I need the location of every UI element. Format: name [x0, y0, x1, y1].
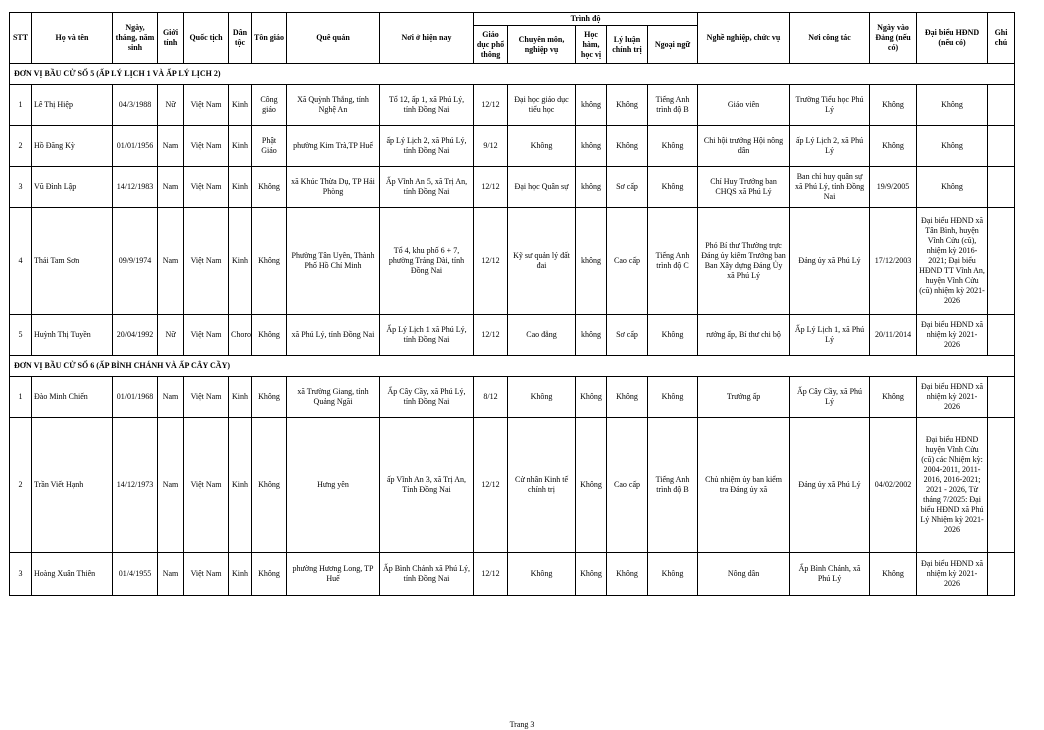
cell-pol: Không — [607, 85, 648, 126]
cell-edu: 12/12 — [474, 418, 508, 553]
cell-eth: Choro — [229, 315, 252, 356]
cell-res: Ấp Bình Chánh xã Phú Lý, tỉnh Đồng Nai — [380, 553, 474, 596]
cell-spec: Đại học Quân sự — [508, 167, 576, 208]
cell-spec: Cao đẳng — [508, 315, 576, 356]
cell-stt: 5 — [10, 315, 32, 356]
header-hometown: Quê quán — [287, 13, 380, 64]
table-row — [10, 85, 1015, 126]
cell-name: Vũ Đình Lập — [32, 167, 113, 208]
cell-stt: 1 — [10, 85, 32, 126]
cell-deg: không — [576, 85, 607, 126]
cell-rel: Không — [252, 208, 287, 315]
table-row — [10, 126, 1015, 167]
cell-stt: 4 — [10, 208, 32, 315]
cell-lang: Tiếng Anh trình độ B — [648, 85, 698, 126]
cell-spec: Không — [508, 377, 576, 418]
cell-eth: Kinh — [229, 553, 252, 596]
cell-rel: Không — [252, 553, 287, 596]
cell-gender: Nam — [158, 126, 184, 167]
cell-work: Đảng ủy xã Phú Lý — [790, 418, 870, 553]
cell-job: Phó Bí thư Thường trực Đảng ủy kiêm Trưởng ban Ban Xây dựng Đảng Ủy xã Phú Lý — [698, 208, 790, 315]
cell-rel: Không — [252, 167, 287, 208]
cell-gender: Nam — [158, 553, 184, 596]
cell-eth: Kinh — [229, 167, 252, 208]
cell-pol: Không — [607, 553, 648, 596]
cell-rel: Phật Giáo — [252, 126, 287, 167]
cell-gender: Nam — [158, 418, 184, 553]
cell-rel: Công giáo — [252, 85, 287, 126]
cell-job: Chi hội trưởng Hội nông dân — [698, 126, 790, 167]
cell-del: Không — [917, 85, 988, 126]
header-political: Lý luận chính trị — [607, 26, 648, 64]
cell-res: Ấp Cây Cầy, xã Phú Lý, tỉnh Đồng Nai — [380, 377, 474, 418]
cell-deg: không — [576, 126, 607, 167]
cell-nat: Việt Nam — [184, 208, 229, 315]
cell-gender: Nam — [158, 208, 184, 315]
cell-dob: 09/9/1974 — [113, 208, 158, 315]
cell-home: Phường Tân Uyên, Thành Phố Hồ Chí Minh — [287, 208, 380, 315]
cell-res: ấp Lý Lịch 2, xã Phú Lý, tỉnh Đồng Nai — [380, 126, 474, 167]
cell-party: 17/12/2003 — [870, 208, 917, 315]
cell-rel: Không — [252, 418, 287, 553]
cell-stt: 2 — [10, 418, 32, 553]
header-language: Ngoại ngữ — [648, 26, 698, 64]
section-title: ĐƠN VỊ BẦU CỬ SỐ 6 (ẤP BÌNH CHÁNH VÀ ẤP CÂY CẦY) — [10, 356, 1015, 377]
cell-deg: không — [576, 167, 607, 208]
cell-dob: 01/4/1955 — [113, 553, 158, 596]
cell-lang: Không — [648, 167, 698, 208]
cell-edu: 12/12 — [474, 85, 508, 126]
cell-work: Ấp Cây Cầy, xã Phú Lý — [790, 377, 870, 418]
cell-name: Trần Viết Hạnh — [32, 418, 113, 553]
cell-del: Không — [917, 126, 988, 167]
cell-note — [988, 377, 1015, 418]
cell-deg: Không — [576, 418, 607, 553]
cell-nat: Việt Nam — [184, 553, 229, 596]
cell-dob: 14/12/1973 — [113, 418, 158, 553]
cell-home: phường Hương Long, TP Huế — [287, 553, 380, 596]
cell-stt: 3 — [10, 553, 32, 596]
cell-party: 19/9/2005 — [870, 167, 917, 208]
cell-deg: không — [576, 315, 607, 356]
header-general-edu: Giáo dục phổ thông — [474, 26, 508, 64]
table-row — [10, 553, 1015, 596]
cell-lang: Không — [648, 553, 698, 596]
cell-note — [988, 167, 1015, 208]
cell-work: Đảng ủy xã Phú Lý — [790, 208, 870, 315]
cell-nat: Việt Nam — [184, 85, 229, 126]
cell-note — [988, 553, 1015, 596]
cell-res: ấp Vĩnh An 3, xã Trị An, Tỉnh Đồng Nai — [380, 418, 474, 553]
cell-pol: Không — [607, 126, 648, 167]
cell-name: Hoàng Xuân Thiên — [32, 553, 113, 596]
cell-gender: Nữ — [158, 315, 184, 356]
cell-dob: 01/01/1956 — [113, 126, 158, 167]
cell-pol: Sơ cấp — [607, 167, 648, 208]
cell-pol: Cao cấp — [607, 418, 648, 553]
cell-lang: Không — [648, 315, 698, 356]
cell-home: Xã Quỳnh Thắng, tỉnh Nghệ An — [287, 85, 380, 126]
cell-del: Đại biểu HĐND xã Tân Bình, huyện Vĩnh Cửu (cũ), nhiệm kỳ 2016-2021; Đại biểu HĐND TT Vĩnh An, huyện Vĩnh Cửu (cũ) nhiệm kỳ 2021-2026 — [917, 208, 988, 315]
cell-pol: Cao cấp — [607, 208, 648, 315]
cell-job: Nông dân — [698, 553, 790, 596]
cell-del: Không — [917, 167, 988, 208]
cell-party: Không — [870, 85, 917, 126]
cell-eth: Kinh — [229, 208, 252, 315]
cell-gender: Nam — [158, 377, 184, 418]
cell-dob: 04/3/1988 — [113, 85, 158, 126]
table-row — [10, 315, 1015, 356]
cell-spec: Đại học giáo dục tiểu học — [508, 85, 576, 126]
cell-res: Tổ 4, khu phố 6 + 7, phường Trảng Dài, tỉnh Đồng Nai — [380, 208, 474, 315]
cell-name: Lê Thị Hiệp — [32, 85, 113, 126]
cell-pol: Không — [607, 377, 648, 418]
cell-job: rưởng ấp, Bí thư chi bộ — [698, 315, 790, 356]
cell-pol: Sơ cấp — [607, 315, 648, 356]
section-title: ĐƠN VỊ BẦU CỬ SỐ 5 (ẤP LÝ LỊCH 1 VÀ ẤP LÝ LỊCH 2) — [10, 64, 1015, 85]
cell-nat: Việt Nam — [184, 126, 229, 167]
cell-home: xã Trường Giang, tỉnh Quảng Ngãi — [287, 377, 380, 418]
header-note: Ghi chú — [988, 13, 1015, 64]
cell-spec: Cử nhân Kinh tế chính trị — [508, 418, 576, 553]
cell-eth: Kinh — [229, 418, 252, 553]
cell-note — [988, 85, 1015, 126]
cell-rel: Không — [252, 315, 287, 356]
cell-del: Đại biểu HĐND xã nhiệm kỳ 2021-2026 — [917, 315, 988, 356]
cell-dob: 01/01/1968 — [113, 377, 158, 418]
cell-work: Ban chỉ huy quân sự xã Phú Lý, tỉnh Đồng Nai — [790, 167, 870, 208]
cell-lang: Tiếng Anh trình độ B — [648, 418, 698, 553]
header-religion: Tôn giáo — [252, 13, 287, 64]
cell-nat: Việt Nam — [184, 315, 229, 356]
header-job: Nghề nghiệp, chức vụ — [698, 13, 790, 64]
cell-edu: 12/12 — [474, 167, 508, 208]
cell-del: Đại biểu HĐND xã nhiệm kỳ 2021-2026 — [917, 377, 988, 418]
cell-party: Không — [870, 377, 917, 418]
header-specialty: Chuyên môn, nghiệp vụ — [508, 26, 576, 64]
cell-edu: 12/12 — [474, 208, 508, 315]
cell-deg: Không — [576, 553, 607, 596]
cell-edu: 8/12 — [474, 377, 508, 418]
cell-edu: 9/12 — [474, 126, 508, 167]
cell-stt: 3 — [10, 167, 32, 208]
cell-home: phường Kim Trà,TP Huế — [287, 126, 380, 167]
header-party-date: Ngày vào Đảng (nếu có) — [870, 13, 917, 64]
table-row — [10, 418, 1015, 553]
cell-work: ấp Lý Lịch 2, xã Phú Lý — [790, 126, 870, 167]
cell-eth: Kinh — [229, 377, 252, 418]
cell-note — [988, 208, 1015, 315]
cell-stt: 2 — [10, 126, 32, 167]
cell-deg: không — [576, 208, 607, 315]
cell-dob: 14/12/1983 — [113, 167, 158, 208]
cell-del: Đại biểu HĐND huyện Vĩnh Cửu (cũ) các Nhiệm kỳ: 2004-2011, 2011-2016, 2016-2021; 2021 - 2026, Từ tháng 7/2025: Đại biểu HĐND xã Phú Lý Nhiệm kỳ 2021-2026 — [917, 418, 988, 553]
cell-deg: Không — [576, 377, 607, 418]
header-ethnicity: Dân tộc — [229, 13, 252, 64]
candidate-table — [9, 12, 1015, 596]
cell-del: Đại biểu HĐND xã nhiệm kỳ 2021-2026 — [917, 553, 988, 596]
header-stt: STT — [10, 13, 32, 64]
cell-dob: 20/04/1992 — [113, 315, 158, 356]
cell-eth: Kinh — [229, 85, 252, 126]
header-gender: Giới tính — [158, 13, 184, 64]
cell-name: Đào Minh Chiến — [32, 377, 113, 418]
cell-name: Huỳnh Thị Tuyền — [32, 315, 113, 356]
cell-nat: Việt Nam — [184, 167, 229, 208]
cell-name: Thái Tam Sơn — [32, 208, 113, 315]
table-row — [10, 167, 1015, 208]
cell-home: Hưng yên — [287, 418, 380, 553]
cell-res: Ấp Vĩnh An 5, xã Trị An, tỉnh Đồng Nai — [380, 167, 474, 208]
cell-party: 04/02/2002 — [870, 418, 917, 553]
cell-work: Trường Tiểu học Phú Lý — [790, 85, 870, 126]
cell-lang: Tiếng Anh trình độ C — [648, 208, 698, 315]
cell-note — [988, 418, 1015, 553]
cell-res: Tổ 12, ấp 1, xã Phú Lý, tỉnh Đồng Nai — [380, 85, 474, 126]
cell-gender: Nữ — [158, 85, 184, 126]
header-nationality: Quốc tịch — [184, 13, 229, 64]
header-workplace: Nơi công tác — [790, 13, 870, 64]
cell-job: Chủ nhiệm ủy ban kiểm tra Đảng ủy xã — [698, 418, 790, 553]
cell-eth: Kinh — [229, 126, 252, 167]
cell-name: Hồ Đăng Kỳ — [32, 126, 113, 167]
cell-spec: Không — [508, 553, 576, 596]
cell-lang: Không — [648, 377, 698, 418]
cell-note — [988, 315, 1015, 356]
cell-job: Chỉ Huy Trưởng ban CHQS xã Phú Lý — [698, 167, 790, 208]
header-residence: Nơi ở hiện nay — [380, 13, 474, 64]
cell-home: xã Phú Lý, tỉnh Đồng Nai — [287, 315, 380, 356]
cell-gender: Nam — [158, 167, 184, 208]
cell-rel: Không — [252, 377, 287, 418]
cell-nat: Việt Nam — [184, 418, 229, 553]
cell-stt: 1 — [10, 377, 32, 418]
cell-edu: 12/12 — [474, 315, 508, 356]
cell-lang: Không — [648, 126, 698, 167]
cell-spec: Không — [508, 126, 576, 167]
cell-note — [988, 126, 1015, 167]
cell-nat: Việt Nam — [184, 377, 229, 418]
cell-home: xã Khúc Thừa Dụ, TP Hải Phòng — [287, 167, 380, 208]
cell-party: Không — [870, 553, 917, 596]
cell-party: Không — [870, 126, 917, 167]
header-degree: Học hàm, học vị — [576, 26, 607, 64]
cell-job: Trưởng ấp — [698, 377, 790, 418]
cell-res: Ấp Lý Lịch 1 xã Phú Lý, tỉnh Đồng Nai — [380, 315, 474, 356]
cell-spec: Kỹ sư quản lý đất đai — [508, 208, 576, 315]
cell-work: Ấp Lý Lịch 1, xã Phú Lý — [790, 315, 870, 356]
cell-party: 20/11/2014 — [870, 315, 917, 356]
cell-job: Giáo viên — [698, 85, 790, 126]
header-dob: Ngày, tháng, năm sinh — [113, 13, 158, 64]
cell-work: Ấp Bình Chánh, xã Phú Lý — [790, 553, 870, 596]
header-delegate: Đại biểu HĐND (nếu có) — [917, 13, 988, 64]
table-row — [10, 208, 1015, 315]
page-number: Trang 3 — [509, 720, 535, 729]
table-row — [10, 377, 1015, 418]
cell-edu: 12/12 — [474, 553, 508, 596]
header-name: Họ và tên — [32, 13, 113, 64]
header-education-group: Trình độ — [474, 13, 698, 26]
